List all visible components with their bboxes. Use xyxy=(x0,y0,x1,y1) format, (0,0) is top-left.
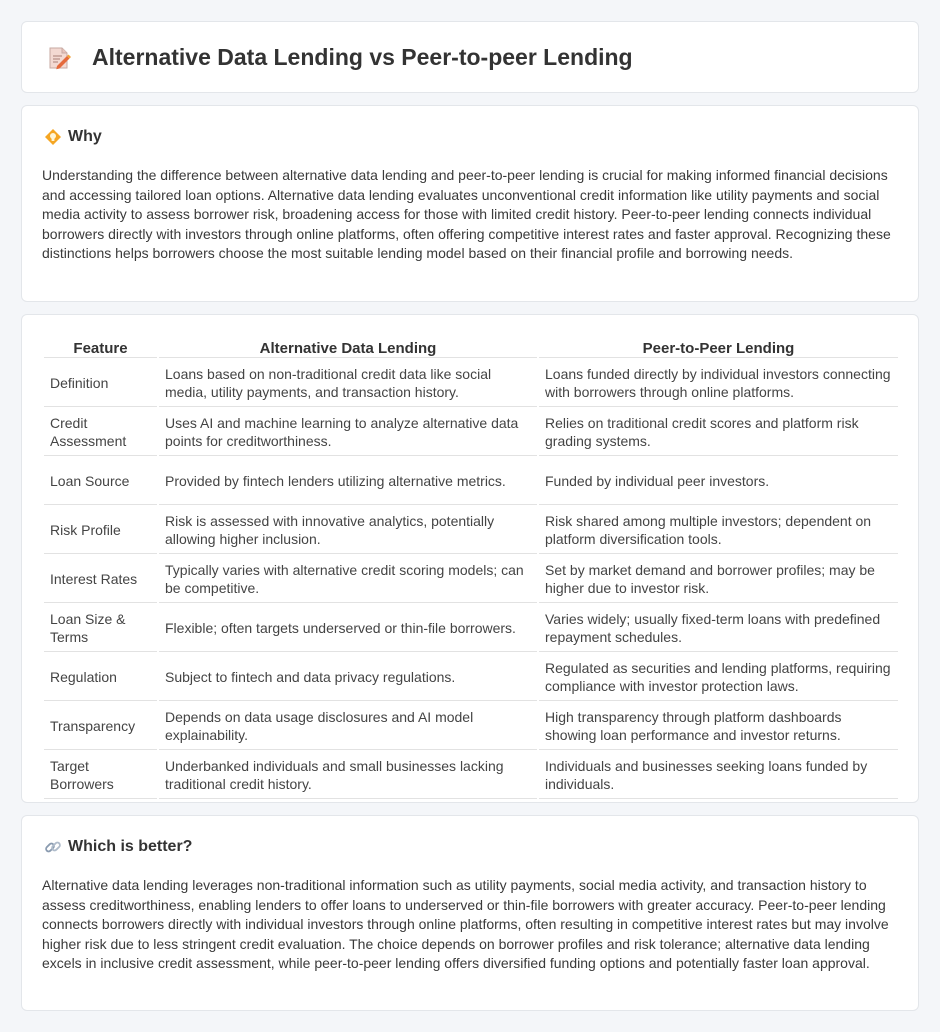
alternative-cell: Subject to fintech and data privacy regulations. xyxy=(159,654,537,701)
table-row xyxy=(44,556,898,603)
table-row xyxy=(44,458,898,505)
comparison-table xyxy=(42,335,900,801)
p2p-cell: Set by market demand and borrower profiles; may be higher due to investor risk. xyxy=(539,556,898,603)
which-is-better-section xyxy=(21,815,919,1011)
p2p-cell: Relies on traditional credit scores and platform risk grading systems. xyxy=(539,409,898,456)
better-title: Which is better? xyxy=(68,838,193,855)
header-peer-to-peer-lending: Peer-to-Peer Lending xyxy=(539,337,898,358)
feature-cell: Target Borrowers xyxy=(44,752,157,799)
why-section xyxy=(21,105,919,302)
table-row xyxy=(44,409,898,456)
header-alternative-data-lending: Alternative Data Lending xyxy=(159,337,537,358)
p2p-cell: Loans funded directly by individual investors connecting with borrowers through online platforms. xyxy=(539,360,898,407)
p2p-cell: Regulated as securities and lending platforms, requiring compliance with investor protection laws. xyxy=(539,654,898,701)
page-title: Alternative Data Lending vs Peer-to-peer Lending xyxy=(92,44,633,70)
alternative-cell: Loans based on non-traditional credit data like social media, utility payments, and transaction history. xyxy=(159,360,537,407)
table-row xyxy=(44,507,898,554)
link-icon xyxy=(44,838,62,856)
header-card xyxy=(21,21,919,93)
p2p-cell: Risk shared among multiple investors; dependent on platform diversification tools. xyxy=(539,507,898,554)
lightbulb-diamond-icon xyxy=(44,128,62,146)
better-text: Alternative data lending leverages non-traditional information such as utility payments, social media activity, and transaction history to assess creditworthiness, enabling lenders to offer loans to underserved or thin-file borrowers with greater accuracy. Peer-to-peer lending connects borrowers directly with individual investors through online platforms, often resulting in competitive interest rates but may involve higher risk due to less stringent credit evaluation. The choice depends on borrower profiles and risk tolerance; alternative data lending excels in inclusive credit assessment, while peer-to-peer lending offers diversified funding options and potentially faster loan approval. xyxy=(42,877,889,972)
why-heading xyxy=(44,128,102,146)
p2p-cell: High transparency through platform dashboards showing loan performance and investor returns. xyxy=(539,703,898,750)
feature-cell: Loan Size & Terms xyxy=(44,605,157,652)
alternative-cell: Risk is assessed with innovative analytics, potentially allowing higher inclusion. xyxy=(159,507,537,554)
header-feature: Feature xyxy=(44,337,157,358)
page-header xyxy=(46,44,633,71)
feature-cell: Definition xyxy=(44,360,157,407)
p2p-cell: Individuals and businesses seeking loans funded by individuals. xyxy=(539,752,898,799)
document-pencil-icon xyxy=(46,45,72,71)
table-row xyxy=(44,360,898,407)
table-row xyxy=(44,605,898,652)
table-row xyxy=(44,654,898,701)
alternative-cell: Provided by fintech lenders utilizing alternative metrics. xyxy=(159,458,537,505)
feature-cell: Credit Assessment xyxy=(44,409,157,456)
comparison-table-section xyxy=(21,314,919,803)
alternative-cell: Underbanked individuals and small businesses lacking traditional credit history. xyxy=(159,752,537,799)
feature-cell: Risk Profile xyxy=(44,507,157,554)
p2p-cell: Funded by individual peer investors. xyxy=(539,458,898,505)
table-row xyxy=(44,703,898,750)
alternative-cell: Typically varies with alternative credit scoring models; can be competitive. xyxy=(159,556,537,603)
table-header-row xyxy=(44,337,898,358)
feature-cell: Regulation xyxy=(44,654,157,701)
why-text: Understanding the difference between alternative data lending and peer-to-peer lending is crucial for making informed financial decisions and accessing tailored loan options. Alternative data lending evaluates unconventional credit information like utility payments and social media activity to assess borrower risk, broadening access for those with limited credit history. Peer-to-peer lending connects individual borrowers directly with investors through online platforms, often offering competitive interest rates and faster approval. Recognizing these distinctions helps borrowers choose the most suitable lending model based on their financial profile and borrowing needs. xyxy=(42,167,891,262)
alternative-cell: Uses AI and machine learning to analyze alternative data points for creditworthiness. xyxy=(159,409,537,456)
feature-cell: Interest Rates xyxy=(44,556,157,603)
feature-cell: Loan Source xyxy=(44,458,157,505)
table-row xyxy=(44,752,898,799)
better-heading xyxy=(44,838,192,856)
alternative-cell: Depends on data usage disclosures and AI model explainability. xyxy=(159,703,537,750)
feature-cell: Transparency xyxy=(44,703,157,750)
alternative-cell: Flexible; often targets underserved or thin-file borrowers. xyxy=(159,605,537,652)
why-title: Why xyxy=(68,128,102,145)
p2p-cell: Varies widely; usually fixed-term loans with predefined repayment schedules. xyxy=(539,605,898,652)
